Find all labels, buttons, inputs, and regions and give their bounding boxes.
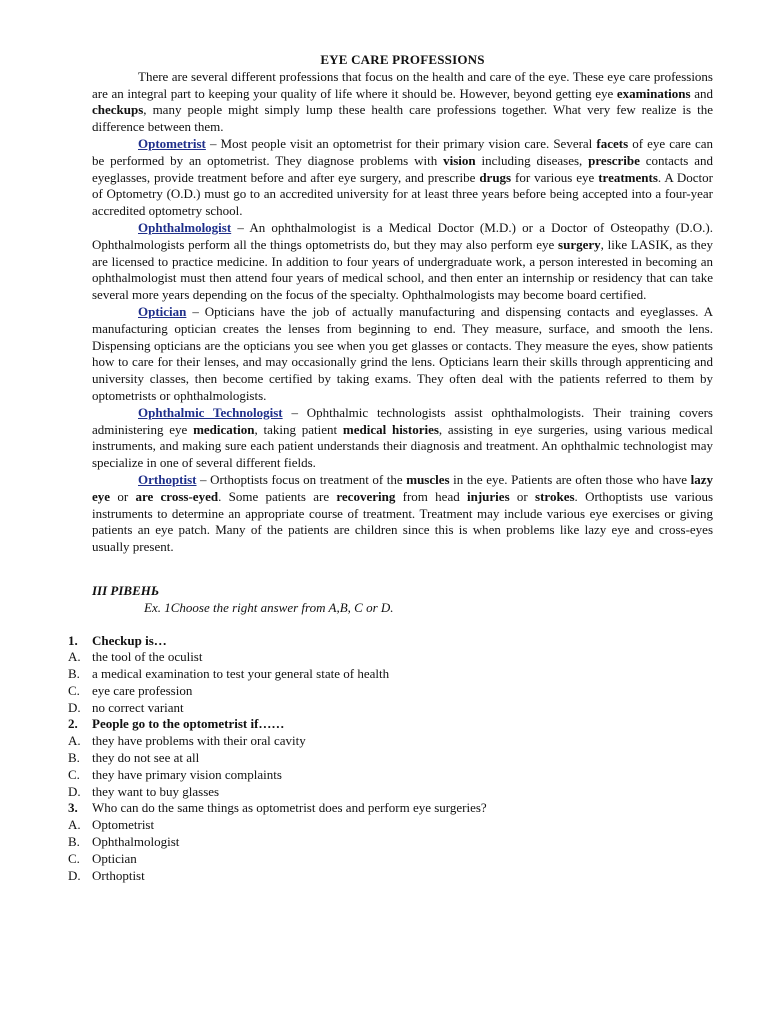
option-row (68, 733, 713, 750)
option-letter: A. (68, 817, 81, 833)
option-letter: C. (68, 682, 80, 698)
option-text: no correct variant (92, 699, 184, 715)
question-number: 1. (68, 632, 78, 648)
option-row (68, 850, 713, 868)
paragraph-text: from head (395, 488, 468, 504)
keyword: medical histories (342, 421, 439, 437)
technologist-paragraph (92, 405, 713, 472)
option-text: they have primary vision complaints (92, 766, 282, 782)
option-row (68, 649, 713, 666)
option-row (68, 783, 713, 801)
keyword: checkups (92, 102, 144, 118)
paragraph-text: – Ophthalmic technologists assist ophthalmologists. Their training covers administering eye (92, 404, 713, 437)
intro-text: and (690, 85, 713, 101)
option-row (68, 666, 713, 683)
keyword: surgery (558, 236, 601, 252)
paragraph-text: . Orthoptists use various instruments to determine an appropriate course of treatment. Treatment may include various eye exercises or giving patients an eye patch. Many of the patients are children since this is when problems like lazy eye and cross-eyes usually present. (92, 488, 714, 555)
option-row (68, 766, 713, 784)
keyword: are cross-eyed (135, 488, 219, 504)
option-row (68, 682, 713, 700)
question-list (68, 632, 713, 885)
term-optometrist: Optometrist (138, 135, 206, 151)
option-letter: A. (68, 649, 81, 665)
option-letter: D. (68, 783, 81, 799)
option-letter: C. (68, 850, 80, 866)
paragraph-text: contacts and eyeglasses, provide treatment before and after eye surgery, and prescribe (92, 152, 713, 185)
keyword: lazy eye (92, 471, 713, 504)
option-text: they have problems with their oral cavity (92, 733, 306, 749)
question-number: 2. (68, 716, 78, 732)
paragraph-text: , assisting in eye surgeries, using various medical instruments, and making sure each patient understands their diagnosis and treatment. An ophthalmic technologist may specialize in one of several different fields. (92, 421, 713, 471)
option-text: they want to buy glasses (92, 783, 220, 799)
document-title: EYE CARE PROFESSIONS (320, 52, 485, 67)
paragraph-text: or (110, 488, 136, 504)
option-row (68, 817, 713, 834)
term-optician: Optician (138, 303, 187, 319)
paragraph-text: . A Doctor of Optometry (O.D.) must go to an accredited university for at least three years before being accepted into a four-year accredited optometry school. (92, 169, 713, 219)
option-letter: D. (68, 867, 81, 883)
option-letter: B. (68, 666, 80, 682)
option-text: eye care profession (92, 682, 193, 698)
question-3 (68, 800, 713, 817)
paragraph-text: of eye care can be performed by an optometrist. They diagnose problems with (92, 135, 713, 168)
keyword: facets (596, 135, 629, 151)
paragraph-text: or (509, 488, 536, 504)
keyword: vision (443, 152, 476, 168)
intro-text: There are several different professions that focus on the health and care of the eye. These eye care professions are an integral part to keeping your quality of life where it should be. However, beyond getting eye (92, 68, 713, 101)
option-letter: D. (68, 699, 81, 715)
option-text: they do not see at all (92, 750, 200, 766)
question-1 (68, 632, 713, 650)
keyword: treatments (598, 169, 658, 185)
option-letter: B. (68, 750, 80, 766)
intro-paragraph (92, 69, 713, 136)
document-body (68, 52, 714, 884)
keyword: drugs (479, 169, 512, 185)
keyword: prescribe (588, 152, 640, 168)
paragraph-text: , like LASIK, as they are licensed to practice medicine. In addition to four years of undergraduate work, a person interested in becoming an ophthalmologist must then attend four years of medical school, and then enter an internship or residency that can take several more years depending on the focus of the specialty. Ophthalmologists may become board certified. (92, 236, 714, 303)
term-orthoptist: Orthoptist (138, 471, 197, 487)
keyword: muscles (406, 471, 450, 487)
optometrist-paragraph (92, 136, 713, 220)
keyword: injuries (467, 488, 510, 504)
exercise-instruction: Ex. 1Choose the right answer from A,B, C or D. (144, 599, 394, 615)
keyword: strokes (535, 488, 575, 504)
option-text: Ophthalmologist (92, 834, 180, 850)
paragraph-text: – Opticians have the job of actually manufacturing and dispensing contacts and eyeglasses. A manufacturing optician creates the lenses from beginning to end. They measure, surface, and smooth the lens. Dispensing opticians are the opticians you see when you get glasses or contacts. They measure the eyes, show patients how to care for their lenses, and may occasionally grind the lens. Opticians learn their skills through apprenticing and university classes, then become certified by taking exams. They often deal with the patients referred to them by optometrists or ophthalmologists. (92, 303, 713, 403)
option-row (68, 750, 713, 767)
paragraph-text: – An ophthalmologist is a Medical Doctor (M.D.) or a Doctor of Osteopathy (D.O.). Ophthalmologists perform all the things optometrists do, but they may also perform eye (92, 219, 713, 252)
term-ophthalmic-technologist: Ophthalmic Technologist (138, 404, 283, 420)
option-row (68, 834, 713, 851)
level-heading: III РІВЕНЬ (92, 582, 160, 598)
option-letter: C. (68, 766, 80, 782)
option-letter: A. (68, 733, 81, 749)
term-ophthalmologist: Ophthalmologist (138, 219, 232, 235)
paragraph-text: – Most people visit an optometrist for their primary vision care. Several (205, 135, 597, 151)
keyword: examinations (616, 85, 691, 101)
question-text: Who can do the same things as optometrist does and perform eye surgeries? (92, 800, 487, 816)
keyword: recovering (336, 488, 396, 504)
intro-text: , many people might simply lump these health care professions together. What very few realize is the difference between them. (92, 102, 713, 135)
option-text: a medical examination to test your general state of health (92, 666, 390, 682)
ophthalmologist-paragraph (92, 220, 713, 304)
paragraph-text: . Some patients are (218, 488, 337, 504)
option-text: Orthoptist (92, 867, 145, 883)
option-row (68, 867, 713, 885)
option-letter: B. (68, 834, 80, 850)
question-number: 3. (68, 800, 78, 816)
question-text: People go to the optometrist if…… (92, 716, 285, 732)
option-text: Optician (92, 850, 137, 866)
paragraph-text: , taking patient (254, 421, 343, 437)
option-text: Optometrist (92, 817, 155, 833)
paragraph-text: – Orthoptists focus on treatment of the (196, 471, 407, 487)
optician-paragraph (92, 304, 713, 405)
option-text: the tool of the oculist (92, 649, 203, 665)
option-row (68, 699, 713, 717)
keyword: medication (193, 421, 255, 437)
paragraph-text: in the eye. Patients are often those who have (449, 471, 691, 487)
orthoptist-paragraph (92, 472, 713, 556)
paragraph-text: including diseases, (475, 152, 589, 168)
question-2 (68, 716, 713, 733)
question-text: Checkup is… (92, 632, 167, 648)
paragraph-text: for various eye (511, 169, 599, 185)
